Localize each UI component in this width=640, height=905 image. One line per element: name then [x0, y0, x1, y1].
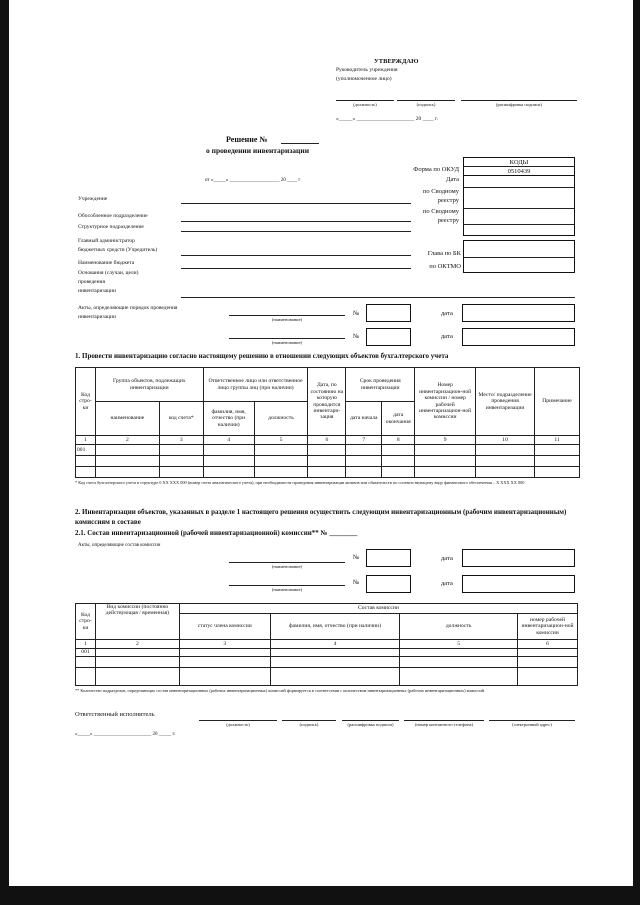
c-act2-name-field[interactable] [229, 585, 345, 586]
approval-title: УТВЕРЖДАЮ [374, 58, 419, 65]
act2-date-label: дата [441, 333, 453, 340]
col-code: Код стро-ки [76, 368, 96, 436]
row-code: 001 [76, 445, 96, 456]
admin-label-2: бюджетных средств (Учредитель) [78, 247, 158, 253]
col-number: 10 [476, 436, 535, 445]
col-number: 2 [95, 640, 179, 649]
act1-num-label: № [353, 310, 360, 317]
commission-table [75, 603, 578, 686]
col-number: 8 [382, 436, 415, 445]
table-row[interactable] [76, 649, 578, 657]
row-code: 001 [76, 649, 96, 657]
col-group: Группа объектов, подлежащих инвентаризации [95, 368, 203, 402]
section21-heading: 2.1. Состав инвентаризационной (рабочей инвентаризационной) комиссии** № ________ [75, 529, 358, 537]
c-act1-num-label: № [353, 554, 360, 561]
codes-box [463, 157, 575, 236]
col-kind: Вид комиссии (постоянно действующая / временная) [95, 604, 179, 640]
okud-value: 0510439 [464, 167, 574, 176]
form-page [9, 0, 633, 886]
sig-caption-position: (должность) [353, 102, 377, 107]
commission-acts-label: Акты, определяющие состав комиссии [78, 543, 161, 548]
col-number: 2 [95, 436, 159, 445]
col-number: 7 [346, 436, 382, 445]
executor-label: Ответственный исполнитель [75, 711, 155, 718]
budget-field[interactable] [181, 268, 411, 269]
col-work-no: номер рабочей инвентаризацион-ной комиссии [518, 614, 578, 640]
act1-name-field[interactable] [229, 315, 345, 316]
col-number: 1 [76, 640, 96, 649]
table-row[interactable] [76, 456, 580, 467]
registry2-code[interactable] [464, 209, 574, 225]
basis-label: Основания (случаи, цели) [78, 270, 139, 276]
col-resp-fio: фамилия, имя, отчество (при наличии) [203, 402, 254, 436]
col-number: 6 [308, 436, 346, 445]
section1-heading: 1. Провести инвентаризацию согласно настоящему решению в отношении следующих объектов бухгалтерского учета [75, 352, 449, 360]
table-row[interactable] [76, 467, 580, 478]
section2-heading: 2. Инвентаризации объектов, указанных в разделе 1 настоящего решения осуществить следующим инвентаризационным (рабочим инвентаризационным) комиссиям в составе [75, 508, 567, 526]
c-act2-date-label: дата [441, 580, 453, 587]
table-row[interactable] [76, 668, 578, 686]
sig-caption-signature: (подпись) [416, 102, 436, 107]
col-number: 4 [270, 640, 400, 649]
c-act2-caption: (наименование) [271, 587, 303, 592]
basis-label-3: инвентаризации [78, 288, 116, 294]
c-act1-caption: (наименование) [271, 564, 303, 569]
col-number: 5 [254, 436, 308, 445]
c-act2-num-box[interactable] [366, 575, 411, 593]
col-date-as-of: Дата, по состоянию на которую проводится инвентари-зация [308, 368, 346, 436]
executor-date: «_____» _______________________ 20 _____ г. [75, 732, 176, 737]
okud-label: Форма по ОКУД [413, 166, 459, 173]
date-label: Дата [446, 176, 459, 183]
act2-date-box[interactable] [462, 328, 575, 346]
objects-table [75, 367, 580, 478]
c-act2-num-label: № [353, 579, 360, 586]
executor-caption-name: (расшифровка подписи) [347, 722, 394, 727]
budget-codes-box [463, 240, 575, 273]
c-act1-name-field[interactable] [229, 562, 345, 563]
c-act1-date-label: дата [441, 555, 453, 562]
acts-label-2: инвентаризации [78, 314, 116, 320]
structural-unit-label: Структурное подразделение [78, 224, 144, 230]
table-row[interactable] [76, 657, 578, 668]
decision-date: от «_____» ____________________ 20 ____ г [205, 178, 301, 183]
section2-footnote: ** Количество подразделов, определяющих состав инвентаризационных (рабочих инвентаризационных) комиссий формируется в соответствии с количеством инвентаризационных (рабочих инвентаризационных) комиссий [75, 688, 484, 693]
act2-num-label: № [353, 333, 360, 340]
col-number: 9 [415, 436, 476, 445]
col-number: 3 [179, 640, 270, 649]
act1-num-box[interactable] [366, 304, 411, 322]
executor-caption-position: (должность) [226, 722, 250, 727]
col-term: Срок проведения инвентаризации [346, 368, 415, 402]
separate-unit-field[interactable] [181, 221, 411, 222]
col-number: 11 [535, 436, 580, 445]
institution-field[interactable] [181, 203, 411, 204]
structural-unit-field[interactable] [181, 231, 411, 232]
act2-caption: (наименование) [271, 340, 303, 345]
admin-field[interactable] [181, 255, 411, 256]
registry2-label: по Сводному реестру [422, 208, 459, 225]
executor-caption-phone: (номер контактного телефона) [414, 722, 474, 727]
act2-num-box[interactable] [366, 328, 411, 346]
col-term-end: дата окончания [382, 402, 415, 436]
separate-unit-label: Обособленное подразделение [78, 213, 148, 219]
col-number: 6 [518, 640, 578, 649]
col-group-name: наименование [95, 402, 159, 436]
act1-caption: (наименование) [271, 317, 303, 322]
date-code[interactable] [464, 176, 574, 188]
col-number: 3 [159, 436, 203, 445]
col-composition: Состав комиссии [179, 604, 577, 614]
acts-label: Акты, определяющие порядок проведения [78, 305, 178, 311]
glava-code[interactable] [464, 241, 574, 258]
sig-caption-name: (расшифровка подписи) [496, 102, 542, 107]
col-resp: Ответственное лицо или ответственное лицо группы лиц (при наличии) [203, 368, 308, 402]
act1-date-box[interactable] [462, 304, 575, 322]
decision-subtitle: о проведении инвентаризации [206, 146, 310, 155]
glava-label: Глава по БК [427, 250, 461, 257]
admin-label: Главный администратор [78, 238, 135, 244]
act2-name-field[interactable] [229, 338, 345, 339]
col-note: Примечание [535, 368, 580, 436]
col-group-account: код счета* [159, 402, 203, 436]
registry1-code[interactable] [464, 188, 574, 209]
c-act2-date-box[interactable] [462, 575, 575, 593]
registry2-code-extra[interactable] [464, 225, 574, 235]
budget-label: Наименование бюджета [78, 260, 135, 266]
col-number: 5 [400, 640, 518, 649]
registry1-label: по Сводному реестру [422, 188, 459, 205]
approval-line2: (уполномоченное лицо) [336, 76, 392, 82]
col-term-start: дата начала [346, 402, 382, 436]
executor-caption-signature: (подпись) [299, 722, 319, 727]
basis-label-2: проведения [78, 279, 106, 285]
col-status: статус члена комиссии [179, 614, 270, 640]
col-fio: фамилия, имя, отчество (при наличии) [270, 614, 400, 640]
section1-footnote: * Код счета бухгалтерского учета в структуре 0 XX XXX 000 (номер счета аналитического учета), при необходимости проведения инвентаризации активов или обязательств по соответствующему виду финансового обеспечения – X XXX XX 000 [75, 480, 525, 485]
approval-line1: Руководитель учреждения [336, 67, 398, 73]
act1-date-label: дата [441, 310, 453, 317]
basis-field[interactable] [181, 297, 575, 298]
executor-caption-email: (электронный адрес) [512, 722, 552, 727]
table-row[interactable] [76, 445, 580, 456]
c-act1-date-box[interactable] [462, 549, 575, 567]
col-number: 1 [76, 436, 96, 445]
col-number: 4 [203, 436, 254, 445]
codes-header: КОДЫ [464, 158, 574, 167]
c-act1-num-box[interactable] [366, 549, 411, 567]
approval-date: «_____» _____________________ 20 ____ г. [336, 116, 439, 122]
decision-title: Решение № [226, 135, 268, 144]
col-resp-pos: должность [254, 402, 308, 436]
col-position: должность [400, 614, 518, 640]
oktmo-label: по ОКТМО [429, 263, 461, 270]
col-code: Код стро-ки [76, 604, 96, 640]
institution-label: Учреждение [78, 196, 108, 202]
col-place: Место/ подразделение проведения инвентаризации [476, 368, 535, 436]
col-commission-no: Номер инвентаризацион-ной комиссии / номер рабочей инвентаризацион-ной комиссии [415, 368, 476, 436]
